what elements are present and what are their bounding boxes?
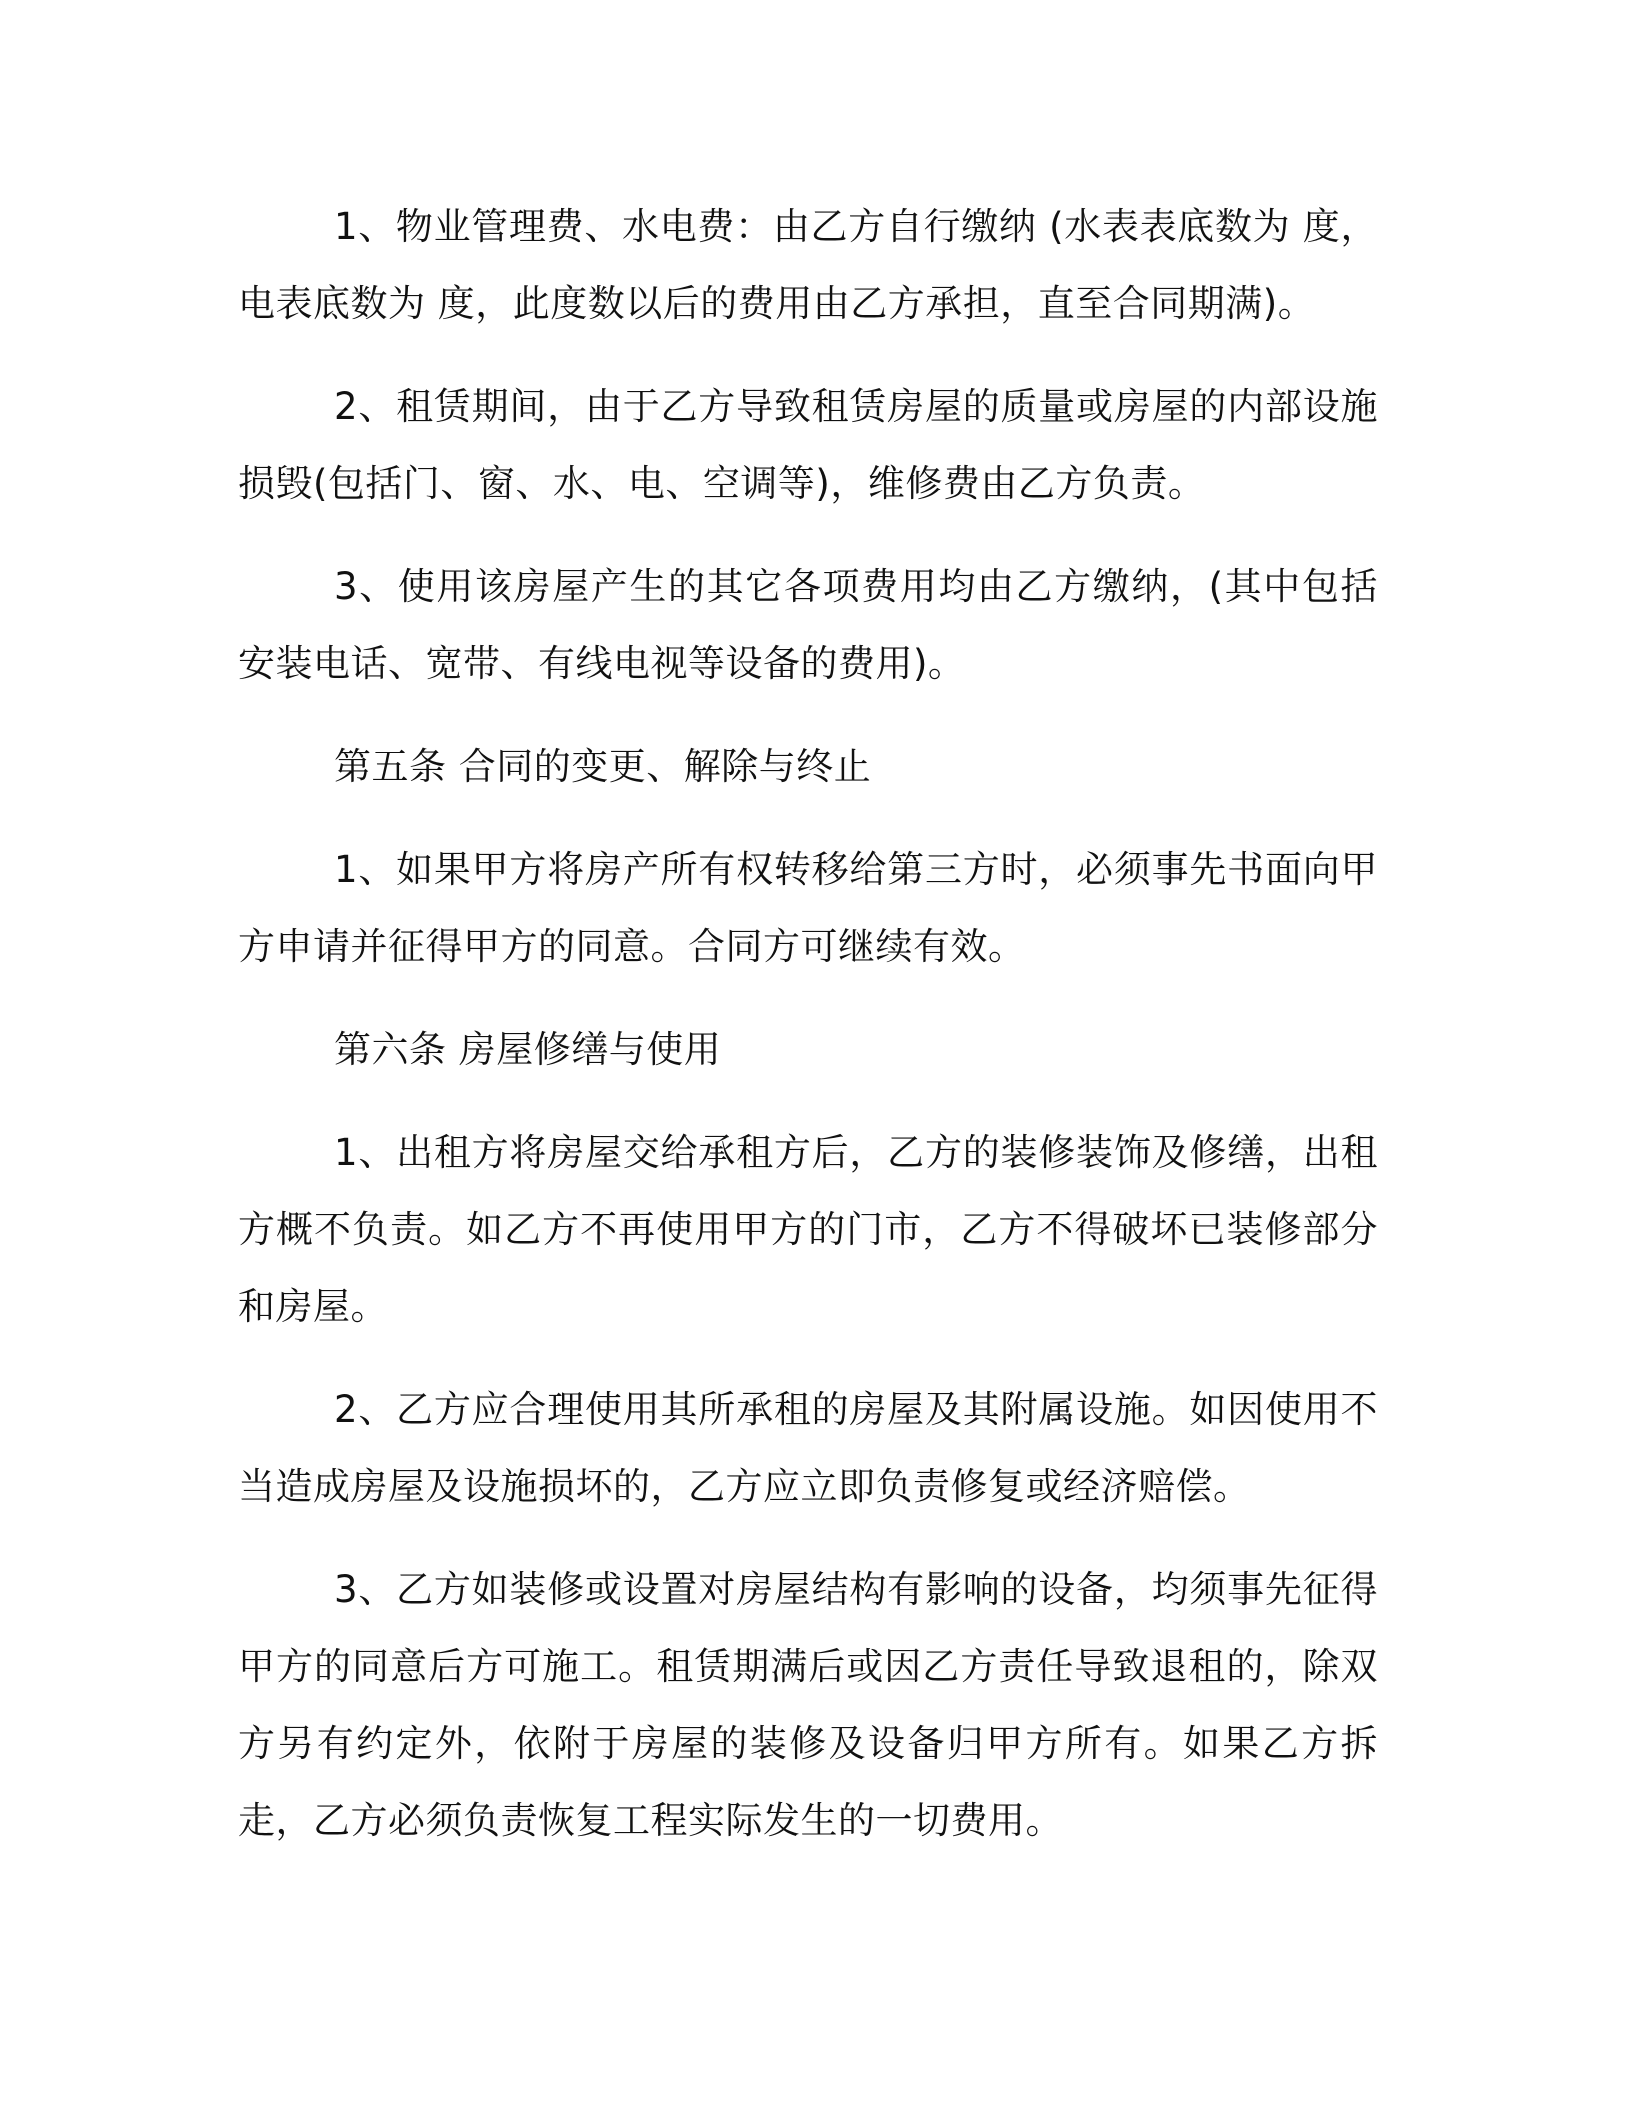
clause-4-item-1: 1、物业管理费、水电费：由乙方自行缴纳 (水表表底数为 度，电表底数为 度，此度数以后的费用由乙方承担，直至合同期满)。 <box>238 205 1378 325</box>
clause-6-item-3: 3、乙方如装修或设置对房屋结构有影响的设备，均须事先征得甲方的同意后方可施工。租赁期满后或因乙方责任导致退租的，除双方另有约定外，依附于房屋的装修及设备归甲方所有。如果乙方拆走，乙方必须负责恢复工程实际发生的一切费用。 <box>238 1568 1378 1842</box>
clause-6-item-1: 1、出租方将房屋交给承租方后，乙方的装修装饰及修缮，出租方概不负责。如乙方不再使用甲方的门市，乙方不得破坏已装修部分和房屋。 <box>238 1131 1378 1328</box>
clause-6-item-2: 2、乙方应合理使用其所承租的房屋及其附属设施。如因使用不当造成房屋及设施损坏的，乙方应立即负责修复或经济赔偿。 <box>238 1388 1378 1508</box>
clause-5-heading: 第五条 合同的变更、解除与终止 <box>334 745 872 788</box>
clause-5-item-1: 1、如果甲方将房产所有权转移给第三方时，必须事先书面向甲方申请并征得甲方的同意。合同方可继续有效。 <box>238 848 1378 968</box>
document-body <box>238 188 1378 1859</box>
clause-4-item-2: 2、租赁期间，由于乙方导致租赁房屋的质量或房屋的内部设施损毁(包括门、窗、水、电、空调等)，维修费由乙方负责。 <box>238 385 1378 505</box>
clause-6-heading: 第六条 房屋修缮与使用 <box>334 1028 722 1071</box>
clause-4-item-3: 3、使用该房屋产生的其它各项费用均由乙方缴纳，(其中包括安装电话、宽带、有线电视等设备的费用)。 <box>238 565 1378 685</box>
